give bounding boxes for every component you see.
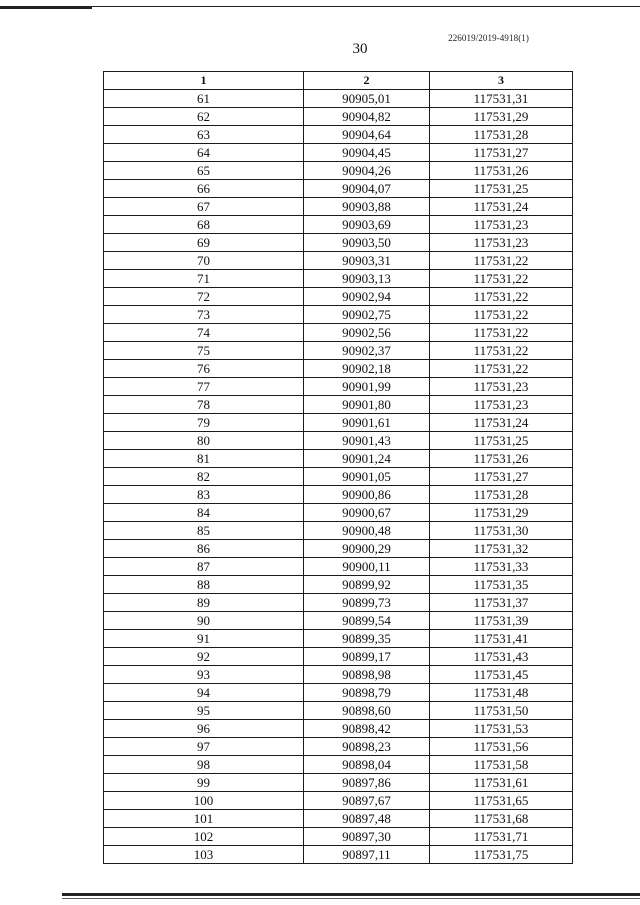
cell-x-coordinate: 90902,18 (304, 360, 430, 378)
table-row (104, 270, 573, 288)
cell-point-number: 99 (104, 774, 304, 792)
table-row (104, 540, 573, 558)
cell-point-number: 63 (104, 126, 304, 144)
cell-x-coordinate: 90898,23 (304, 738, 430, 756)
cell-point-number: 76 (104, 360, 304, 378)
table-row (104, 828, 573, 846)
cell-x-coordinate: 90901,80 (304, 396, 430, 414)
cell-x-coordinate: 90902,56 (304, 324, 430, 342)
cell-x-coordinate: 90903,50 (304, 234, 430, 252)
cell-x-coordinate: 90902,37 (304, 342, 430, 360)
table-row (104, 504, 573, 522)
table-row (104, 576, 573, 594)
table-body (104, 90, 573, 864)
cell-y-coordinate: 117531,29 (430, 108, 573, 126)
table-row (104, 486, 573, 504)
cell-y-coordinate: 117531,53 (430, 720, 573, 738)
cell-x-coordinate: 90904,64 (304, 126, 430, 144)
cell-point-number: 90 (104, 612, 304, 630)
cell-y-coordinate: 117531,23 (430, 216, 573, 234)
cell-point-number: 101 (104, 810, 304, 828)
cell-y-coordinate: 117531,32 (430, 540, 573, 558)
cell-y-coordinate: 117531,23 (430, 234, 573, 252)
table-row (104, 720, 573, 738)
cell-x-coordinate: 90904,26 (304, 162, 430, 180)
cell-x-coordinate: 90902,75 (304, 306, 430, 324)
cell-point-number: 66 (104, 180, 304, 198)
top-rule (0, 6, 640, 7)
cell-x-coordinate: 90905,01 (304, 90, 430, 108)
table-row (104, 432, 573, 450)
cell-y-coordinate: 117531,26 (430, 450, 573, 468)
table-row (104, 378, 573, 396)
cell-y-coordinate: 117531,22 (430, 288, 573, 306)
cell-point-number: 95 (104, 702, 304, 720)
cell-y-coordinate: 117531,23 (430, 378, 573, 396)
table-row (104, 288, 573, 306)
cell-y-coordinate: 117531,22 (430, 342, 573, 360)
cell-y-coordinate: 117531,26 (430, 162, 573, 180)
cell-point-number: 65 (104, 162, 304, 180)
cell-x-coordinate: 90897,11 (304, 846, 430, 864)
cell-x-coordinate: 90898,98 (304, 666, 430, 684)
cell-y-coordinate: 117531,39 (430, 612, 573, 630)
bottom-rule-thin (62, 898, 640, 899)
table-row (104, 774, 573, 792)
table-header-row (104, 72, 573, 90)
cell-y-coordinate: 117531,22 (430, 306, 573, 324)
cell-x-coordinate: 90898,79 (304, 684, 430, 702)
cell-x-coordinate: 90898,42 (304, 720, 430, 738)
cell-x-coordinate: 90899,73 (304, 594, 430, 612)
page-number: 30 (352, 41, 368, 57)
cell-x-coordinate: 90901,99 (304, 378, 430, 396)
table-row (104, 360, 573, 378)
cell-x-coordinate: 90904,82 (304, 108, 430, 126)
cell-point-number: 70 (104, 252, 304, 270)
cell-x-coordinate: 90900,11 (304, 558, 430, 576)
document-number: 226019/2019-4918(1) (448, 33, 529, 43)
cell-y-coordinate: 117531,27 (430, 144, 573, 162)
cell-y-coordinate: 117531,56 (430, 738, 573, 756)
cell-y-coordinate: 117531,22 (430, 324, 573, 342)
cell-y-coordinate: 117531,22 (430, 270, 573, 288)
cell-point-number: 78 (104, 396, 304, 414)
cell-x-coordinate: 90899,92 (304, 576, 430, 594)
cell-point-number: 79 (104, 414, 304, 432)
cell-y-coordinate: 117531,41 (430, 630, 573, 648)
table-row (104, 180, 573, 198)
cell-point-number: 77 (104, 378, 304, 396)
table-row (104, 396, 573, 414)
table-row (104, 450, 573, 468)
cell-point-number: 62 (104, 108, 304, 126)
table-row (104, 90, 573, 108)
cell-y-coordinate: 117531,65 (430, 792, 573, 810)
cell-y-coordinate: 117531,48 (430, 684, 573, 702)
table-row (104, 756, 573, 774)
cell-x-coordinate: 90899,35 (304, 630, 430, 648)
table-row (104, 306, 573, 324)
cell-y-coordinate: 117531,71 (430, 828, 573, 846)
table-row (104, 162, 573, 180)
cell-point-number: 74 (104, 324, 304, 342)
cell-x-coordinate: 90900,86 (304, 486, 430, 504)
cell-point-number: 103 (104, 846, 304, 864)
cell-x-coordinate: 90901,43 (304, 432, 430, 450)
cell-y-coordinate: 117531,29 (430, 504, 573, 522)
cell-point-number: 88 (104, 576, 304, 594)
cell-x-coordinate: 90904,45 (304, 144, 430, 162)
table-row (104, 342, 573, 360)
cell-y-coordinate: 117531,31 (430, 90, 573, 108)
table-row (104, 630, 573, 648)
cell-y-coordinate: 117531,28 (430, 486, 573, 504)
cell-y-coordinate: 117531,23 (430, 396, 573, 414)
cell-x-coordinate: 90897,86 (304, 774, 430, 792)
cell-point-number: 100 (104, 792, 304, 810)
cell-y-coordinate: 117531,50 (430, 702, 573, 720)
table-row (104, 792, 573, 810)
cell-y-coordinate: 117531,24 (430, 198, 573, 216)
table-row (104, 684, 573, 702)
table-row (104, 810, 573, 828)
cell-point-number: 85 (104, 522, 304, 540)
cell-point-number: 96 (104, 720, 304, 738)
table-row (104, 198, 573, 216)
cell-point-number: 81 (104, 450, 304, 468)
cell-point-number: 97 (104, 738, 304, 756)
cell-point-number: 72 (104, 288, 304, 306)
cell-point-number: 61 (104, 90, 304, 108)
cell-y-coordinate: 117531,22 (430, 360, 573, 378)
cell-y-coordinate: 117531,43 (430, 648, 573, 666)
cell-point-number: 91 (104, 630, 304, 648)
cell-x-coordinate: 90903,13 (304, 270, 430, 288)
cell-x-coordinate: 90897,48 (304, 810, 430, 828)
cell-x-coordinate: 90898,60 (304, 702, 430, 720)
table-row (104, 108, 573, 126)
cell-point-number: 80 (104, 432, 304, 450)
cell-y-coordinate: 117531,25 (430, 180, 573, 198)
cell-x-coordinate: 90903,31 (304, 252, 430, 270)
table-row (104, 594, 573, 612)
cell-y-coordinate: 117531,33 (430, 558, 573, 576)
cell-point-number: 92 (104, 648, 304, 666)
cell-x-coordinate: 90904,07 (304, 180, 430, 198)
cell-x-coordinate: 90897,67 (304, 792, 430, 810)
cell-point-number: 89 (104, 594, 304, 612)
cell-y-coordinate: 117531,27 (430, 468, 573, 486)
cell-x-coordinate: 90897,30 (304, 828, 430, 846)
cell-point-number: 86 (104, 540, 304, 558)
cell-point-number: 83 (104, 486, 304, 504)
table-row (104, 324, 573, 342)
coordinates-table (103, 71, 573, 864)
cell-y-coordinate: 117531,75 (430, 846, 573, 864)
table-row (104, 846, 573, 864)
cell-x-coordinate: 90903,69 (304, 216, 430, 234)
cell-y-coordinate: 117531,24 (430, 414, 573, 432)
cell-y-coordinate: 117531,58 (430, 756, 573, 774)
cell-x-coordinate: 90898,04 (304, 756, 430, 774)
cell-point-number: 73 (104, 306, 304, 324)
cell-point-number: 69 (104, 234, 304, 252)
cell-x-coordinate: 90903,88 (304, 198, 430, 216)
cell-y-coordinate: 117531,61 (430, 774, 573, 792)
cell-point-number: 71 (104, 270, 304, 288)
cell-x-coordinate: 90900,67 (304, 504, 430, 522)
cell-y-coordinate: 117531,68 (430, 810, 573, 828)
table-row (104, 144, 573, 162)
top-rule-accent (0, 6, 92, 9)
cell-y-coordinate: 117531,45 (430, 666, 573, 684)
cell-point-number: 102 (104, 828, 304, 846)
table-row (104, 234, 573, 252)
cell-x-coordinate: 90899,17 (304, 648, 430, 666)
table-row (104, 612, 573, 630)
cell-point-number: 82 (104, 468, 304, 486)
table-row (104, 558, 573, 576)
cell-point-number: 67 (104, 198, 304, 216)
table-row (104, 666, 573, 684)
cell-point-number: 93 (104, 666, 304, 684)
cell-x-coordinate: 90901,05 (304, 468, 430, 486)
cell-x-coordinate: 90899,54 (304, 612, 430, 630)
cell-x-coordinate: 90900,48 (304, 522, 430, 540)
table-row (104, 252, 573, 270)
cell-y-coordinate: 117531,35 (430, 576, 573, 594)
cell-x-coordinate: 90901,61 (304, 414, 430, 432)
table-row (104, 738, 573, 756)
table-row (104, 648, 573, 666)
table-row (104, 126, 573, 144)
cell-point-number: 64 (104, 144, 304, 162)
cell-point-number: 94 (104, 684, 304, 702)
cell-x-coordinate: 90901,24 (304, 450, 430, 468)
cell-point-number: 87 (104, 558, 304, 576)
cell-y-coordinate: 117531,25 (430, 432, 573, 450)
cell-x-coordinate: 90902,94 (304, 288, 430, 306)
cell-y-coordinate: 117531,22 (430, 252, 573, 270)
column-header-x: 2 (304, 72, 430, 90)
cell-point-number: 68 (104, 216, 304, 234)
column-header-y: 3 (430, 72, 573, 90)
cell-point-number: 75 (104, 342, 304, 360)
table-row (104, 216, 573, 234)
cell-point-number: 84 (104, 504, 304, 522)
cell-point-number: 98 (104, 756, 304, 774)
bottom-rule (62, 893, 640, 896)
table-row (104, 702, 573, 720)
table-row (104, 522, 573, 540)
cell-y-coordinate: 117531,37 (430, 594, 573, 612)
cell-y-coordinate: 117531,30 (430, 522, 573, 540)
table-row (104, 468, 573, 486)
cell-x-coordinate: 90900,29 (304, 540, 430, 558)
column-header-point: 1 (104, 72, 304, 90)
table-row (104, 414, 573, 432)
cell-y-coordinate: 117531,28 (430, 126, 573, 144)
